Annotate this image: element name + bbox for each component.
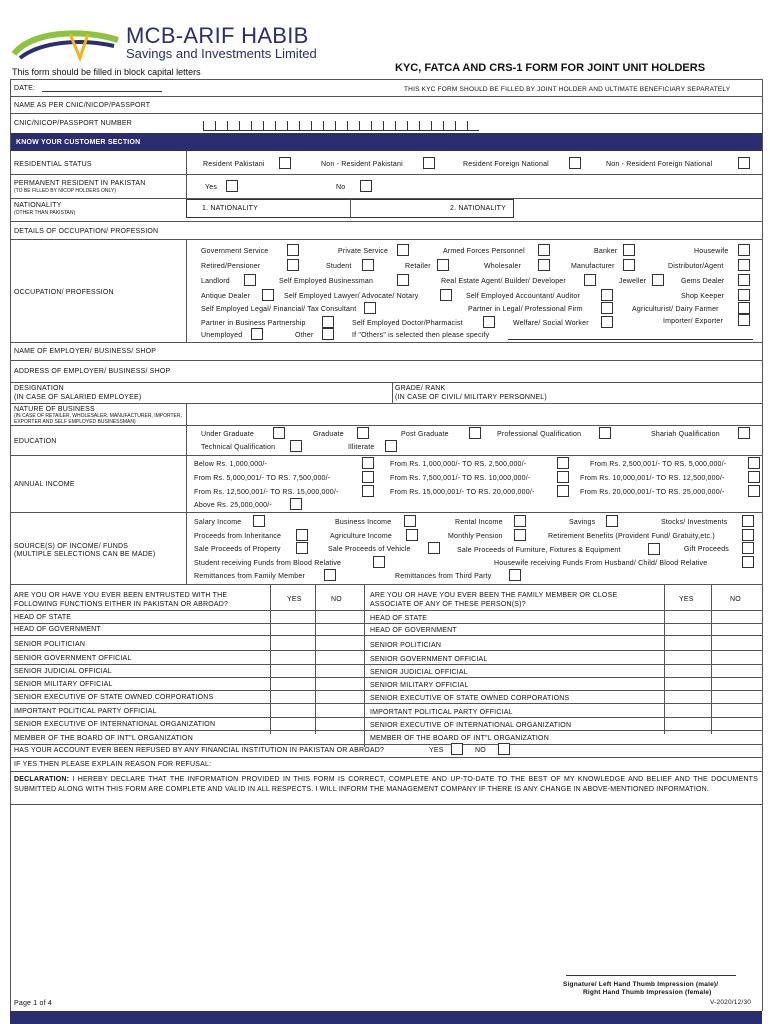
source-pension: Monthly Pension [448, 533, 503, 540]
date-input[interactable] [42, 91, 162, 92]
pep-left-row: SENIOR POLITICIAN [14, 641, 86, 648]
signature-line[interactable] [566, 975, 736, 976]
income-15m-20m: From Rs. 15,000,001/- TO RS. 20,000,000/- [390, 489, 535, 496]
pep-left-row: SENIOR MILITARY OFFICIAL [14, 681, 113, 688]
cnic-digit-box[interactable] [347, 121, 359, 131]
income-10m-12-5m-checkbox[interactable] [748, 471, 760, 483]
importer-checkbox[interactable] [738, 314, 750, 326]
income-5m-7-5m-checkbox[interactable] [362, 471, 374, 483]
date-label: DATE: [14, 85, 36, 92]
grade-label: GRADE/ RANK [395, 385, 446, 392]
professional-checkbox[interactable] [599, 427, 611, 439]
cnic-digit-box[interactable] [227, 121, 239, 131]
declaration-text: I HEREBY DECLARE THAT THE INFORMATION PROVIDED IN THIS FORM IS CORRECT, COMPLETE AND UP-TO-DATE TO THE BEST OF MY KNOWLEDGE AND BELIEF AND THE DOCUMENTS SUBMITTED ALONG WITH THIS FORM ARE COMPLETE AND VALID IN ALL RESPECTS. I WILL INFORM THE MANAGEMENT COMPANY IF THERE IS ANY CHANGE IN ABOVE-MENTIONED INFORMATION. [14, 776, 758, 793]
footer-bar [10, 1011, 762, 1024]
pep-left-row: SENIOR EXECUTIVE OF INTERNATIONAL ORGANIZATION [14, 721, 216, 728]
income-above-25m: Above Rs. 25,000,000/- [194, 502, 272, 509]
education-illiterate: Illiterate [348, 444, 375, 451]
pep-right-row: SENIOR MILITARY OFFICIAL [370, 682, 469, 689]
source-student: Student receiving Funds from Blood Relative [194, 560, 342, 567]
occupation-retired: Retired/Pensioner [201, 263, 261, 270]
sources-label: SOURCE(S) OF INCOME/ FUNDS [14, 543, 129, 550]
occupation-retailer: Retailer [405, 263, 431, 270]
jeweller-checkbox[interactable] [652, 274, 664, 286]
nature-of-business-sublabel: (IN CASE OF RETAILER, WHOLESALER, MANUFACTURER, IMPORTER, EXPORTER AND SELF EMPLOYED BUSINESSMAN) [14, 413, 182, 425]
occupation-other: Other [295, 332, 314, 339]
source-retirement: Retirement Benefits (Provident Fund/ Gratuity,etc.) [548, 533, 715, 540]
education-shariah: Shariah Qualification [651, 431, 720, 438]
pep-left-row: HEAD OF STATE [14, 614, 72, 621]
source-student-checkbox[interactable] [373, 556, 385, 568]
pep-left-yes-header: YES [287, 596, 302, 603]
page-number: Page 1 of 4 [14, 1000, 53, 1007]
occupation-government-service: Government Service [201, 248, 269, 255]
cnic-digit-box[interactable] [431, 121, 443, 131]
gems-dealer-checkbox[interactable] [738, 274, 750, 286]
cnic-digit-box[interactable] [299, 121, 311, 131]
source-savings-checkbox[interactable] [606, 515, 618, 527]
pep-left-row: MEMBER OF THE BOARD OF INT"L ORGANIZATION [14, 735, 193, 742]
form-title: KYC, FATCA AND CRS-1 FORM FOR JOINT UNIT HOLDERS [395, 62, 706, 74]
cnic-digit-box[interactable] [311, 121, 323, 131]
pep-right-row: HEAD OF STATE [370, 615, 428, 622]
income-1m-2-5m-checkbox[interactable] [557, 457, 569, 469]
signature-label-2: Right Hand Thumb Impression (female) [583, 989, 712, 996]
doctor-checkbox[interactable] [483, 316, 495, 328]
accountant-checkbox[interactable] [601, 289, 613, 301]
private-service-checkbox[interactable] [397, 244, 409, 256]
cnic-digit-box[interactable] [443, 121, 455, 131]
annual-income-label: ANNUAL INCOME [14, 481, 75, 488]
source-pension-checkbox[interactable] [514, 529, 526, 541]
permanent-resident-label: PERMANENT RESIDENT IN PAKISTAN [14, 180, 146, 187]
non-resident-pakistani-option: Non - Resident Pakistani [321, 161, 403, 168]
non-resident-foreign-option: Non - Resident Foreign National [606, 161, 713, 168]
shariah-checkbox[interactable] [738, 427, 750, 439]
permanent-no-checkbox[interactable] [360, 180, 372, 192]
grade-sublabel: (IN CASE OF CIVIL/ MILITARY PERSONNEL) [395, 394, 547, 401]
non-resident-foreign-checkbox[interactable] [738, 157, 750, 169]
resident-pakistani-option: Resident Pakistani [203, 161, 265, 168]
income-12-5m-15m-checkbox[interactable] [362, 485, 374, 497]
income-20m-25m-checkbox[interactable] [748, 485, 760, 497]
occupation-gems-dealer: Gems Dealer [681, 278, 725, 285]
pep-right-question: ARE YOU OR HAVE YOU EVER BEEN THE FAMILY MEMBER OR CLOSE ASSOCIATE OF ANY OF THESE PERSON(S)? [370, 592, 618, 608]
source-inheritance: Proceeds from Inheritance [194, 533, 282, 540]
income-15m-20m-checkbox[interactable] [557, 485, 569, 497]
pep-right-row: SENIOR JUDICIAL OFFICIAL [370, 669, 468, 676]
brand-tagline: Savings and Investments Limited [126, 46, 317, 61]
income-7-5m-10m: From Rs. 7,500,001/- TO RS. 10,000,000/- [390, 475, 531, 482]
cnic-digit-box[interactable] [239, 121, 251, 131]
source-property-checkbox[interactable] [296, 542, 308, 554]
source-property: Sale Proceeds of Property [194, 546, 281, 553]
legal-partner-checkbox[interactable] [601, 302, 613, 314]
source-salary: Salary Income [194, 519, 242, 526]
occupation-housewife: Housewife [694, 248, 729, 255]
cnic-digit-box[interactable] [287, 121, 299, 131]
cnic-digit-box[interactable] [323, 121, 335, 131]
declaration [14, 775, 758, 795]
form-version: V-2020/12/30 [710, 999, 752, 1006]
occupation-shop-keeper: Shop Keeper [681, 293, 725, 300]
cnic-digit-box[interactable] [263, 121, 275, 131]
occupation-details-label: DETAILS OF OCCUPATION/ PROFESSION [14, 228, 159, 235]
refused-no-checkbox[interactable] [498, 743, 510, 755]
education-label: EDUCATION [14, 438, 57, 445]
source-savings: Savings [569, 519, 596, 526]
cnic-digit-box[interactable] [383, 121, 395, 131]
pep-right-row: SENIOR POLITICIAN [370, 642, 442, 649]
source-housewife-checkbox[interactable] [742, 556, 754, 568]
nationality-label: NATIONALITY [14, 202, 62, 209]
occupation-jeweller: Jeweller [619, 278, 647, 285]
source-housewife: Housewife receiving Funds From Husband/ Child/ Blood Relative [494, 560, 708, 567]
name-label: NAME AS PER CNIC/NICOP/PASSPORT [14, 102, 151, 109]
occupation-self-employed-businessman: Self Employed Businessman [279, 278, 374, 285]
pep-left-no-header: NO [331, 596, 342, 603]
income-12-5m-15m: From Rs. 12,500,001/- TO RS. 15,000,000/- [194, 489, 339, 496]
business-partner-checkbox[interactable] [322, 316, 334, 328]
cnic-digit-box[interactable] [407, 121, 419, 131]
pep-left-row: SENIOR GOVERNMENT OFFICIAL [14, 655, 132, 662]
other-checkbox[interactable] [322, 328, 334, 340]
sources-sublabel: (MULTIPLE SELECTIONS CAN BE MADE) [14, 551, 156, 558]
post-graduate-checkbox[interactable] [469, 427, 481, 439]
source-business: Business Income [335, 519, 392, 526]
technical-checkbox[interactable] [290, 440, 302, 452]
source-stocks-checkbox[interactable] [742, 515, 754, 527]
cnic-digit-box[interactable] [359, 121, 371, 131]
designation-label: DESIGNATION [14, 385, 64, 392]
refused-question: HAS YOUR ACCOUNT EVER BEEN REFUSED BY ANY FINANCIAL INSTITUTION IN PAKISTAN OR ABROAD? [14, 747, 385, 754]
permanent-yes-checkbox[interactable] [226, 180, 238, 192]
source-third-party-checkbox[interactable] [509, 569, 521, 581]
pep-right-row: HEAD OF GOVERNMENT [370, 627, 457, 634]
pep-right-no-header: NO [730, 596, 741, 603]
resident-foreign-checkbox[interactable] [569, 157, 581, 169]
company-logo [10, 24, 122, 64]
income-above-25m-checkbox[interactable] [290, 498, 302, 510]
occupation-welfare: Welfare/ Social Worker [513, 320, 589, 327]
non-resident-pakistani-checkbox[interactable] [423, 157, 435, 169]
source-gift: Gift Proceeds [684, 546, 730, 553]
kyc-section-header: KNOW YOUR CUSTOMER SECTION [10, 133, 762, 151]
income-below-1m-checkbox[interactable] [362, 457, 374, 469]
pep-right-row: SENIOR EXECUTIVE OF INTERNATIONAL ORGANIZATION [370, 722, 572, 729]
source-rental: Rental Income [455, 519, 503, 526]
income-20m-25m: From Rs. 20,000,001/- TO RS. 25,000,000/- [580, 489, 725, 496]
graduate-checkbox[interactable] [357, 427, 369, 439]
government-service-checkbox[interactable] [287, 244, 299, 256]
first-nationality: 1. NATIONALITY [202, 205, 258, 212]
occupation-business-partner: Partner in Business Partnership [201, 320, 306, 327]
shop-keeper-checkbox[interactable] [738, 289, 750, 301]
occupation-landlord: Landlord [201, 278, 230, 285]
under-graduate-checkbox[interactable] [273, 427, 285, 439]
pep-right-yes-header: YES [679, 596, 694, 603]
resident-foreign-option: Resident Foreign National [463, 161, 549, 168]
occupation-private-service: Private Service [338, 248, 389, 255]
lawyer-checkbox[interactable] [440, 289, 452, 301]
refused-yes-label: YES [429, 747, 444, 754]
block-capital-note: This form should be filled in block capital letters [12, 67, 201, 77]
occupation-antique-dealer: Antique Dealer [201, 293, 251, 300]
businessman-checkbox[interactable] [397, 274, 409, 286]
welfare-checkbox[interactable] [601, 316, 613, 328]
occupation-importer: Importer/ Exporter [663, 318, 724, 325]
occupation-accountant: Self Employed Accountant/ Auditor [466, 293, 580, 300]
housewife-checkbox[interactable] [738, 244, 750, 256]
source-salary-checkbox[interactable] [253, 515, 265, 527]
refused-no-label: NO [475, 747, 486, 754]
retired-checkbox[interactable] [287, 259, 299, 271]
nature-of-business-label: NATURE OF BUSINESS [14, 406, 95, 413]
armed-forces-checkbox[interactable] [538, 244, 550, 256]
income-5m-7-5m: From Rs. 5,000,001/- TO RS. 7,500,000/- [194, 475, 331, 482]
pep-right-row: MEMBER OF THE BOARD OF INT"L ORGANIZATION [370, 735, 549, 742]
income-1m-2-5m: From Rs. 1,000,000/- TO RS. 2,500,000/- [390, 461, 527, 468]
employer-address-label: ADDRESS OF EMPLOYER/ BUSINESS/ SHOP [14, 368, 171, 375]
income-7-5m-10m-checkbox[interactable] [557, 471, 569, 483]
occupation-distributor: Distributor/Agent [668, 263, 724, 270]
occupation-real-estate: Real Estate Agent/ Builder/ Developer [441, 278, 566, 285]
residential-status-label: RESIDENTIAL STATUS [14, 161, 92, 168]
occupation-lawyer: Self Employed Lawyer/ Advocate/ Notary [284, 293, 419, 300]
source-family-remittance-checkbox[interactable] [324, 569, 336, 581]
source-agriculture: Agriculture Income [330, 533, 392, 540]
designation-sublabel: (IN CASE OF SALARIED EMPLOYEE) [14, 394, 142, 401]
second-nationality: 2. NATIONALITY [450, 205, 506, 212]
education-graduate: Graduate [313, 431, 344, 438]
manufacturer-checkbox[interactable] [623, 259, 635, 271]
income-2-5m-5m: From Rs. 2,500,001/- TO RS. 5,000,000/- [590, 461, 727, 468]
antique-dealer-checkbox[interactable] [262, 289, 274, 301]
occupation-manufacturer: Manufacturer [571, 263, 615, 270]
occupation-doctor: Self Employed Doctor/Pharmacist [352, 320, 463, 327]
occupation-consultant: Self Employed Legal/ Financial/ Tax Consultant [201, 306, 357, 313]
pep-right-row: IMPORTANT POLITICAL PARTY OFFICIAL [370, 709, 513, 716]
occupation-wholesaler: Wholesaler [484, 263, 522, 270]
cnic-digit-box[interactable] [335, 121, 347, 131]
cnic-digit-box[interactable] [419, 121, 431, 131]
permanent-resident-sublabel: (TO BE FILLED BY NICOP HOLDERS ONLY) [14, 188, 116, 194]
wholesaler-checkbox[interactable] [538, 259, 550, 271]
cnic-label: CNIC/NICOP/PASSPORT NUMBER [14, 120, 132, 127]
source-stocks: Stocks/ Investments [661, 519, 728, 526]
pep-right-row: SENIOR GOVERNMENT OFFICIAL [370, 656, 488, 663]
occupation-student: Student [326, 263, 352, 270]
occupation-banker: Banker [594, 248, 618, 255]
retailer-checkbox[interactable] [437, 259, 449, 271]
distributor-checkbox[interactable] [738, 259, 750, 271]
source-family-remittance: Remittances from Family Member [194, 573, 306, 580]
occupation-legal-partner: Partner in Legal/ Professional Firm [468, 306, 583, 313]
source-agriculture-checkbox[interactable] [406, 529, 418, 541]
pep-left-row: SENIOR JUDICIAL OFFICIAL [14, 668, 112, 675]
income-below-1m: Below Rs. 1,000,000/- [194, 461, 268, 468]
resident-pakistani-checkbox[interactable] [279, 157, 291, 169]
refused-explain-label: IF YES THEN PLEASE EXPLAIN REASON FOR REFUSAL: [14, 761, 212, 768]
source-retirement-checkbox[interactable] [742, 529, 754, 541]
source-business-checkbox[interactable] [404, 515, 416, 527]
unemployed-checkbox[interactable] [251, 328, 263, 340]
joint-holder-note: THIS KYC FORM SHOULD BE FILLED BY JOINT HOLDER AND ULTIMATE BENEFICIARY SEPARATELY [404, 86, 731, 93]
source-vehicle-checkbox[interactable] [428, 542, 440, 554]
education-technical: Technical Qualification [201, 444, 276, 451]
occupation-armed-forces: Armed Forces Personnel [443, 248, 525, 255]
declaration-label: DECLARATION: [14, 776, 70, 783]
permanent-no-option: No [336, 184, 346, 191]
income-10m-12-5m: From Rs. 10,000,001/- TO RS. 12,500,000/- [580, 475, 725, 482]
employer-name-label: NAME OF EMPLOYER/ BUSINESS/ SHOP [14, 348, 157, 355]
student-checkbox[interactable] [362, 259, 374, 271]
pep-left-row: SENIOR EXECUTIVE OF STATE OWNED CORPORATIONS [14, 694, 214, 701]
source-inheritance-checkbox[interactable] [296, 529, 308, 541]
occupation-agriculturist: Agriculturist/ Dairy Farmer [632, 306, 719, 313]
real-estate-checkbox[interactable] [584, 274, 596, 286]
source-furniture-checkbox[interactable] [648, 543, 660, 555]
landlord-checkbox[interactable] [244, 274, 256, 286]
brand-name: MCB-ARIF HABIB [126, 23, 309, 48]
education-professional: Professional Qualification [497, 431, 582, 438]
pep-left-row: HEAD OF GOVERNMENT [14, 626, 101, 633]
education-under-graduate: Under Graduate [201, 431, 254, 438]
cnic-digit-box[interactable] [203, 121, 215, 131]
source-vehicle: Sale Proceeds of Vehicle [328, 546, 411, 553]
banker-checkbox[interactable] [623, 244, 635, 256]
specify-input[interactable] [508, 339, 753, 340]
illiterate-checkbox[interactable] [385, 440, 397, 452]
cnic-digit-box[interactable] [455, 121, 467, 131]
consultant-checkbox[interactable] [364, 302, 376, 314]
occupation-specify: If "Others" is selected then please specify [352, 332, 490, 339]
occupation-label: OCCUPATION/ PROFESSION [14, 289, 114, 296]
signature-label-1: Signature/ Left Hand Thumb Impression (male)/ [563, 981, 719, 988]
cnic-digit-box[interactable] [467, 121, 479, 131]
pep-left-row: IMPORTANT POLITICAL PARTY OFFICIAL [14, 708, 157, 715]
cnic-digit-box[interactable] [275, 121, 287, 131]
nationality-sublabel: (OTHER THAN PAKISTAN) [14, 210, 76, 216]
source-gift-checkbox[interactable] [742, 542, 754, 554]
income-2-5m-5m-checkbox[interactable] [748, 457, 760, 469]
agriculturist-checkbox[interactable] [738, 302, 750, 314]
pep-right-row: SENIOR EXECUTIVE OF STATE OWNED CORPORATIONS [370, 695, 570, 702]
pep-left-question: ARE YOU OR HAVE YOU EVER BEEN ENTRUSTED WITH THE FOLLOWING FUNCTIONS EITHER IN PAKISTAN OR ABROAD? [14, 592, 229, 608]
refused-yes-checkbox[interactable] [451, 743, 463, 755]
cnic-digit-box[interactable] [215, 121, 227, 131]
cnic-digit-box[interactable] [251, 121, 263, 131]
occupation-unemployed: Unemployed [201, 332, 243, 339]
education-post-graduate: Post Graduate [401, 431, 449, 438]
cnic-digit-box[interactable] [395, 121, 407, 131]
permanent-yes-option: Yes [205, 184, 218, 191]
source-third-party: Remittances from Third Party [395, 573, 492, 580]
source-furniture: Sale Proceeds of Furniture, Fixtures & Equipment [457, 547, 621, 554]
cnic-digit-box[interactable] [371, 121, 383, 131]
source-rental-checkbox[interactable] [514, 515, 526, 527]
